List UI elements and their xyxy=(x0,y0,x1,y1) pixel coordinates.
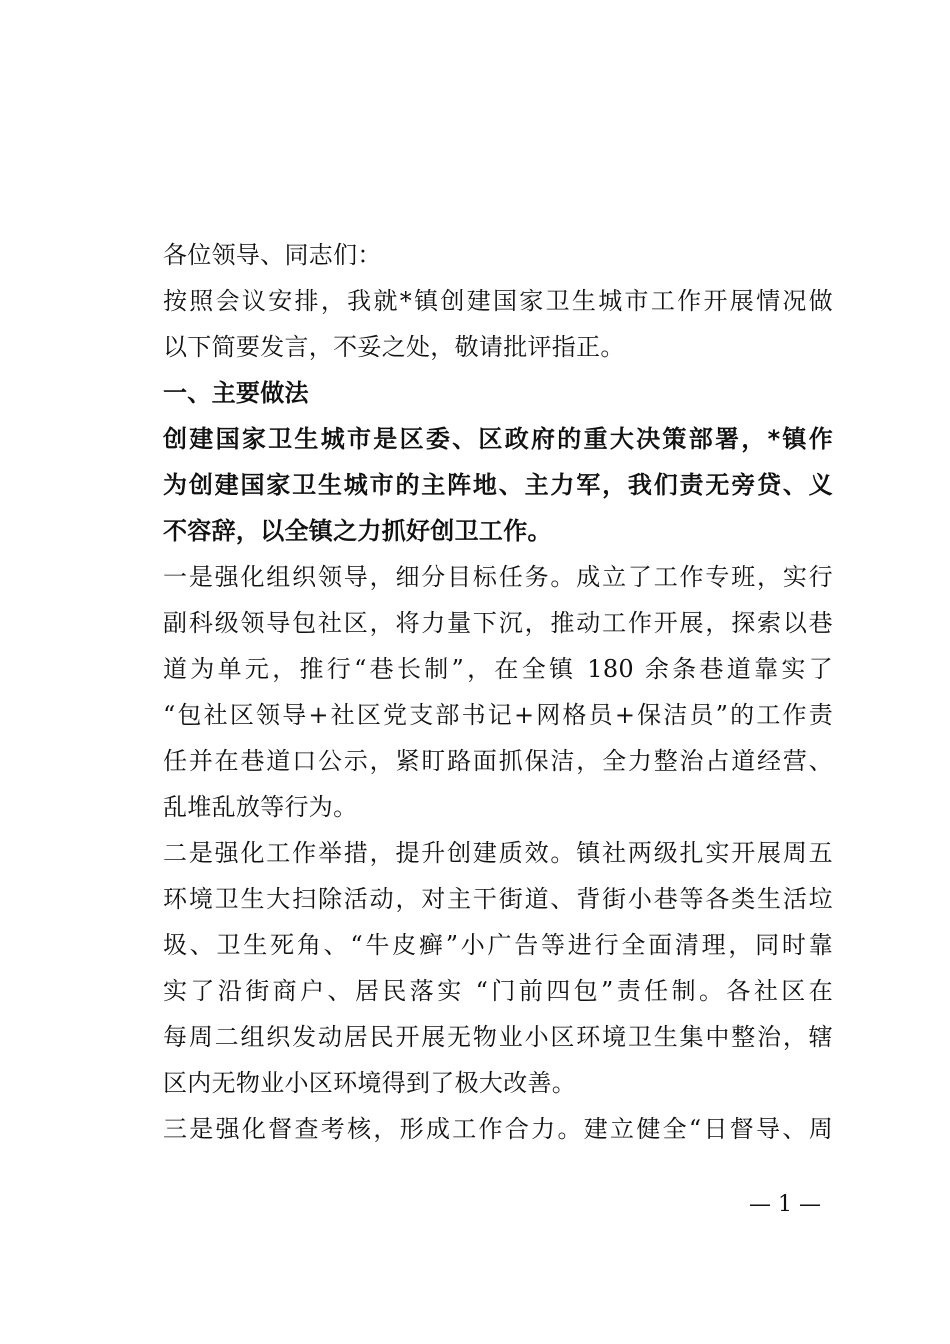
paragraph-line: 按照会议安排，我就*镇创建国家卫生城市工作开展情况做 xyxy=(163,287,833,315)
paragraph-line: 副科级领导包社区，将力量下沉，推动工作开展，探索以巷 xyxy=(163,609,833,637)
paragraph-line: 环境卫生大扫除活动，对主干街道、背街小巷等各类生活垃 xyxy=(163,885,833,913)
paragraph-line: 二是强化工作举措，提升创建质效。镇社两级扎实开展周五 xyxy=(163,839,833,867)
summary-paragraph xyxy=(163,416,833,554)
point-three-paragraph xyxy=(163,1106,833,1152)
document-body xyxy=(163,232,833,1152)
paragraph-line: 三是强化督查考核，形成工作合力。建立健全“日督导、周 xyxy=(163,1115,833,1143)
point-two-paragraph xyxy=(163,830,833,1106)
point-one-paragraph xyxy=(163,554,833,830)
paragraph-line: “包社区领导+社区党支部书记+网格员+保洁员”的工作责 xyxy=(163,701,833,729)
paragraph-line: 为创建国家卫生城市的主阵地、主力军，我们责无旁贷、义 xyxy=(163,471,833,499)
paragraph-line: 每周二组织发动居民开展无物业小区环境卫生集中整治，辖 xyxy=(163,1023,833,1051)
paragraph-line: 区内无物业小区环境得到了极大改善。 xyxy=(163,1069,577,1097)
paragraph-line: 实了沿街商户、居民落实 “门前四包”责任制。各社区在 xyxy=(163,977,833,1005)
paragraph-line: 任并在巷道口公示，紧盯路面抓保洁，全力整治占道经营、 xyxy=(163,747,833,775)
page-number: — 1 — xyxy=(749,1192,821,1217)
salutation: 各位领导、同志们： xyxy=(163,241,382,269)
paragraph-line: 不容辞，以全镇之力抓好创卫工作。 xyxy=(163,517,552,545)
section-heading: 一、主要做法 xyxy=(163,379,309,407)
paragraph-line: 创建国家卫生城市是区委、区政府的重大决策部署，*镇作 xyxy=(163,425,833,453)
paragraph-line: 圾、卫生死角、“牛皮癣”小广告等进行全面清理，同时靠 xyxy=(163,931,833,959)
paragraph-line: 乱堆乱放等行为。 xyxy=(163,793,358,821)
paragraph-line: 道为单元，推行“巷长制”，在全镇 180 余条巷道靠实了 xyxy=(163,655,833,683)
intro-paragraph xyxy=(163,278,833,370)
paragraph-line: 以下简要发言，不妥之处，敬请批评指正。 xyxy=(163,333,625,361)
paragraph-line: 一是强化组织领导，细分目标任务。成立了工作专班，实行 xyxy=(163,563,833,591)
